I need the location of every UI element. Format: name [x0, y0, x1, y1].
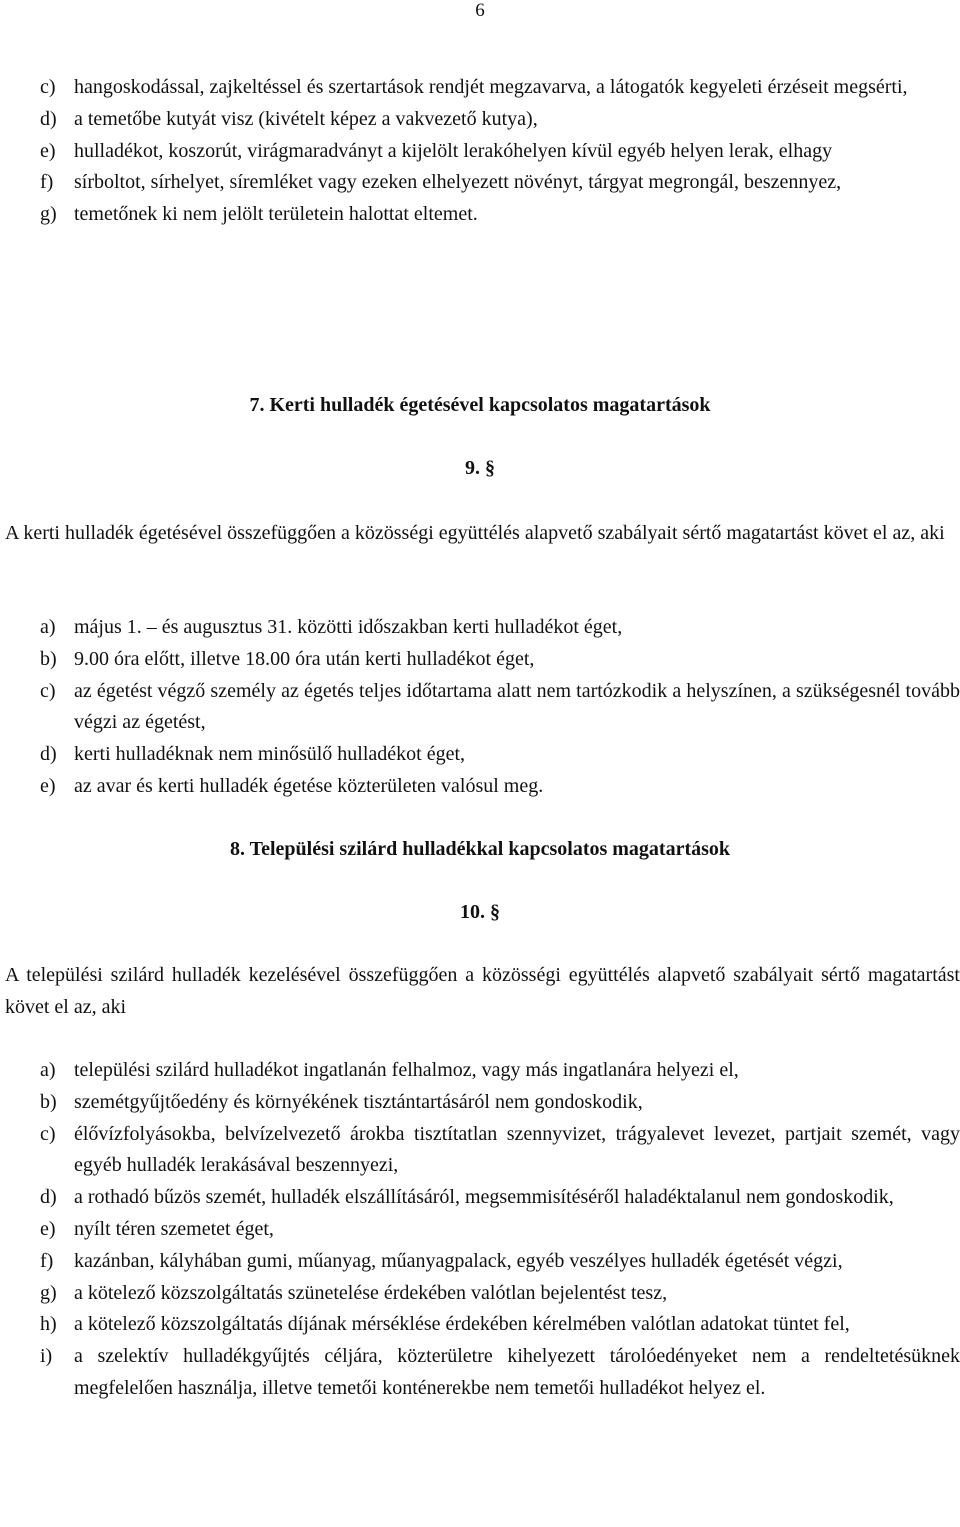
list-marker: b): [40, 647, 57, 670]
list-marker: h): [40, 1313, 57, 1336]
list-marker: f): [40, 1249, 54, 1272]
list-item: [0, 104, 960, 136]
list-item: [0, 1182, 960, 1214]
list-marker: c): [40, 679, 56, 702]
list-marker: e): [40, 1217, 56, 1240]
list-marker: g): [40, 203, 57, 226]
list-item: [0, 199, 960, 231]
section-8-list: [0, 1055, 960, 1405]
list-item: [0, 167, 960, 199]
list-item: [0, 1055, 960, 1087]
list-item-text: sírboltot, sírhelyet, síremléket vagy ezeken elhelyezett növényt, tárgyat megrongál, beszennyez,: [74, 171, 842, 194]
section-8-paragraph-number: 10. §: [460, 901, 500, 923]
list-item-text: a kötelező közszolgáltatás díjának mérséklése érdekében kérelmében valótlan adatokat tüntet fel,: [74, 1313, 850, 1336]
section-7-heading: 7. Kerti hulladék égetésével kapcsolatos magatartások: [249, 394, 711, 416]
top-list: [0, 72, 960, 231]
list-item-text: nyílt téren szemetet éget,: [74, 1217, 274, 1240]
page-number: 6: [475, 0, 485, 21]
list-item: [0, 1246, 960, 1278]
list-marker: d): [40, 1186, 57, 1209]
list-item-text: temetőnek ki nem jelölt területein halottat eltemet.: [74, 203, 478, 226]
list-item-text: a kötelező közszolgáltatás szünetelése érdekében valótlan bejelentést tesz,: [74, 1281, 668, 1304]
list-marker: b): [40, 1090, 57, 1113]
list-item-text: a rothadó bűzös szemét, hulladék elszállításáról, megsemmisítéséről haladéktalanul nem gondoskodik,: [74, 1186, 894, 1209]
section-7-intro: A kerti hulladék égetésével összefüggően a közösségi együttélés alapvető szabályait sértő magatartást követ el az, aki: [5, 522, 945, 544]
list-marker: a): [40, 616, 56, 638]
list-item: [0, 1214, 960, 1246]
list-marker: g): [40, 1281, 57, 1304]
list-item-text: kazánban, kályhában gumi, műanyag, műanyagpalack, egyéb veszélyes hulladék égetését végzi,: [74, 1249, 843, 1272]
list-item-text: a szelektív hulladékgyűjtés céljára, közterületre kihelyezett tárolóedényeket nem a rendeltetésüknek megfelelően használja, illetve temetői konténerekbe nem temetői hulladékot helyez el.: [74, 1345, 960, 1399]
list-item: [0, 1309, 960, 1341]
section-8-intro: A települési szilárd hulladék kezelésével összefüggően a közösségi együttélés alapvető szabályait sértő magatartást követ el az, aki: [5, 964, 960, 1018]
list-marker: e): [40, 774, 56, 797]
list-item: [0, 612, 960, 644]
list-item-text: hulladékot, koszorút, virágmaradványt a kijelölt lerakóhelyen kívül egyéb helyen lerak, elhagy: [74, 139, 833, 162]
list-marker: d): [40, 743, 57, 766]
list-item: [0, 72, 960, 104]
section-7-paragraph-number: 9. §: [465, 457, 495, 479]
list-item-text: az avar és kerti hulladék égetése közterületen valósul meg.: [74, 774, 544, 797]
list-item-text: hangoskodással, zajkeltéssel és szertartások rendjét megzavarva, a látogatók kegyeleti érzéseit megsérti,: [74, 76, 908, 98]
list-item-text: szemétgyűjtőedény és környékének tisztántartásáról nem gondoskodik,: [74, 1090, 643, 1113]
list-marker: e): [40, 139, 56, 162]
list-item: [0, 136, 960, 168]
list-marker: c): [40, 76, 56, 98]
list-item: [0, 644, 960, 676]
list-marker: f): [40, 171, 54, 194]
section-8-heading: 8. Települési szilárd hulladékkal kapcsolatos magatartások: [229, 838, 731, 860]
list-item-text: kerti hulladéknak nem minősülő hulladékot éget,: [74, 743, 466, 766]
list-item-text: az égetést végző személy az égetés teljes időtartama alatt nem tartózkodik a helyszínen, a szükségesnél tovább végzi az égetést,: [74, 679, 960, 734]
list-item-text: élővízfolyásokba, belvízelvezető árokba tisztítatlan szennyvizet, trágyalevet levezet, partjait szemét, vagy egyéb hulladék lerakásával beszennyezi,: [74, 1122, 960, 1177]
list-item: [0, 1119, 960, 1183]
list-item: [0, 676, 960, 740]
list-item-text: a temetőbe kutyát visz (kivételt képez a vakvezető kutya),: [74, 107, 538, 130]
list-item: [0, 771, 960, 803]
list-item: [0, 1087, 960, 1119]
list-marker: d): [40, 107, 57, 130]
list-item-text: települési szilárd hulladékot ingatlanán felhalmoz, vagy más ingatlanára helyezi el,: [74, 1059, 739, 1081]
list-marker: a): [40, 1059, 56, 1081]
section-7-list: [0, 612, 960, 803]
list-marker: i): [40, 1345, 53, 1368]
list-item: [0, 1278, 960, 1310]
list-item-text: május 1. – és augusztus 31. közötti időszakban kerti hulladékot éget,: [74, 616, 623, 638]
list-item-text: 9.00 óra előtt, illetve 18.00 óra után kerti hulladékot éget,: [74, 647, 535, 670]
list-item: [0, 739, 960, 771]
list-item: [0, 1341, 960, 1405]
list-marker: c): [40, 1122, 56, 1145]
